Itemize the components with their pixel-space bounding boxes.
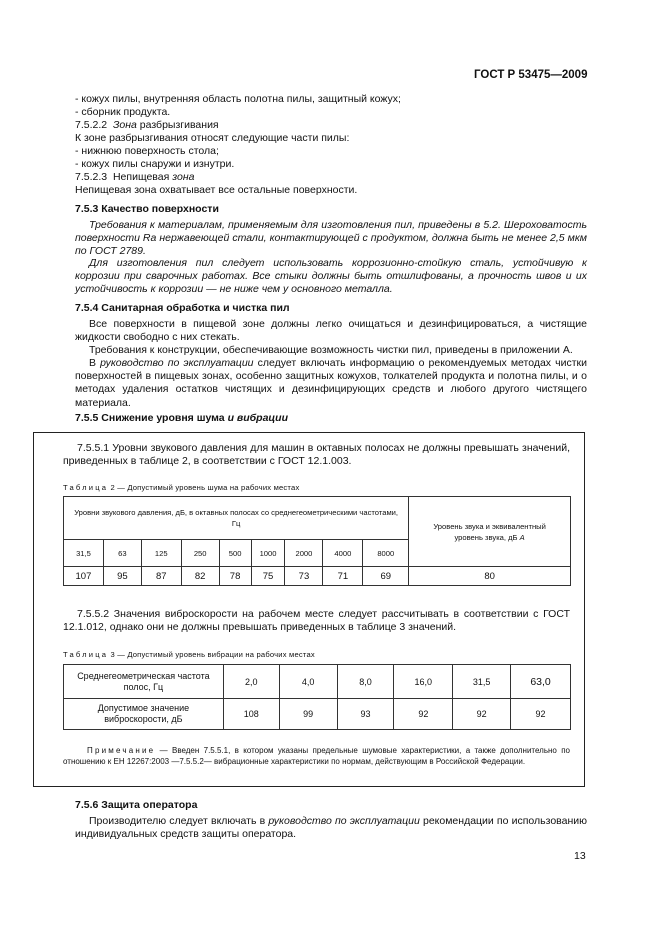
- paragraph: В руководство по эксплуатации следует включать информацию о рекомендуемых методах чистки поверхностей в пищевых зонах, особенно защитных кожухов, толкателей продукта и полотна пилы, и о методах удаления остатков чистящих и дезинфицирующих средств и любого другого чистящего материала.: [75, 357, 587, 409]
- paragraph: Непищевая зона охватывает все остальные поверхности.: [75, 184, 358, 196]
- table-cell: 92: [511, 699, 571, 730]
- table-cell: 125: [141, 540, 181, 567]
- table-row-label: Допустимое значение виброскорости, дБ: [64, 699, 224, 730]
- table-cell: 78: [219, 567, 251, 586]
- table-cell: 73: [285, 567, 323, 586]
- table-cell: 99: [279, 699, 337, 730]
- table-header: Уровень звука и эквивалентный уровень звука, дБ А: [409, 497, 571, 567]
- subsection-heading: 7.5.2.2 Зона разбрызгивания: [75, 119, 219, 131]
- document-code: ГОСТ Р 53475—2009: [474, 69, 588, 81]
- table-cell: 92: [394, 699, 453, 730]
- paragraph: 7.5.5.1 Уровни звукового давления для машин в октавных полосах не должны превышать значений, приведенных в таблице 2, в соответствии с ГОСТ 12.1.003.: [63, 442, 570, 468]
- paragraph: 7.5.5.2 Значения виброскорости на рабочем месте следует рассчитывать в соответствии с ГОСТ 12.1.012, однако они не должны превышать приведенных в таблице 3 значений.: [63, 608, 570, 634]
- table-cell: 75: [251, 567, 285, 586]
- noise-table: [63, 496, 571, 586]
- table-cell: 63,0: [511, 665, 571, 699]
- section-title: 7.5.4 Санитарная обработка и чистка пил: [75, 302, 290, 314]
- table-cell: 92: [453, 699, 511, 730]
- section-title: 7.5.5 Снижение уровня шума и вибрации: [75, 412, 289, 424]
- table-cell: 4,0: [279, 665, 337, 699]
- list-item: - кожух пилы снаружи и изнутри.: [75, 158, 235, 170]
- list-item: - нижнюю поверхность стола;: [75, 145, 219, 157]
- table-cell: 2,0: [223, 665, 279, 699]
- table-cell: 2000: [285, 540, 323, 567]
- note: Примечание — Введен 7.5.5.1, в котором указаны предельные шумовые характеристики, а также дополнительно по отношению к ЕН 12267:2003 —7.5.5.2— вибрационные характеристики по нормам, действующим в Российской Федерации.: [63, 746, 570, 767]
- paragraph: Требования к материалам, применяемым для изготовления пил, приведены в 5.2. Шероховатость поверхности Ra нержавеющей стали, контактирующей с продуктом, должна быть не менее 2,5 мкм по ГОСТ 2789.: [75, 219, 587, 258]
- page-number: 13: [574, 850, 586, 862]
- table-caption: Таблица 2 — Допустимый уровень шума на рабочих местах: [63, 483, 300, 492]
- list-item: - сборник продукта.: [75, 106, 171, 118]
- table-row: [64, 567, 571, 586]
- table-cell: 31,5: [453, 665, 511, 699]
- section-title: 7.5.6 Защита оператора: [75, 799, 198, 811]
- table-cell: 31,5: [64, 540, 104, 567]
- table-row: [64, 699, 571, 730]
- table-cell: 95: [103, 567, 141, 586]
- section-title: 7.5.3 Качество поверхности: [75, 203, 219, 215]
- table-cell: 82: [181, 567, 219, 586]
- table-cell: 87: [141, 567, 181, 586]
- list-item: - кожух пилы, внутренняя область полотна пилы, защитный кожух;: [75, 93, 401, 105]
- paragraph: Для изготовления пил следует использовать коррозионно-стойкую сталь, устойчивую к коррозии при сварочных работах. Все стыки должны быть отшлифованы, а прочность швов и их устойчивость к коррозии — не ниже чем у основного металла.: [75, 257, 587, 296]
- table-cell: 93: [337, 699, 394, 730]
- table-header: Уровни звукового давления, дБ, в октавных полосах со среднегеометрическими частотами, Гц: [64, 497, 409, 540]
- table-cell: 8,0: [337, 665, 394, 699]
- table-cell: 63: [103, 540, 141, 567]
- table-cell: 8000: [363, 540, 409, 567]
- table-cell: 71: [323, 567, 363, 586]
- table-cell: 108: [223, 699, 279, 730]
- table-cell: 250: [181, 540, 219, 567]
- table-cell: 107: [64, 567, 104, 586]
- table-row: [64, 665, 571, 699]
- table-row-label: Среднегеометрическая частота полос, Гц: [64, 665, 224, 699]
- table-cell: 4000: [323, 540, 363, 567]
- paragraph: Требования к конструкции, обеспечивающие возможность чистки пил, приведены в приложении А.: [89, 344, 573, 356]
- paragraph: Все поверхности в пищевой зоне должны легко очищаться и дезинфицироваться, а чистящие жидкости свободно с них стекать.: [75, 318, 587, 344]
- paragraph: К зоне разбрызгивания относят следующие части пилы:: [75, 132, 350, 144]
- table-cell: 80: [409, 567, 571, 586]
- table-cell: 1000: [251, 540, 285, 567]
- table-caption: Таблица 3 — Допустимый уровень вибрации на рабочих местах: [63, 650, 315, 659]
- subsection-heading: 7.5.2.3 Непищевая зона: [75, 171, 195, 183]
- table-cell: 69: [363, 567, 409, 586]
- table-cell: 16,0: [394, 665, 453, 699]
- table-cell: 500: [219, 540, 251, 567]
- vibration-table: [63, 664, 571, 730]
- paragraph: Производителю следует включать в руководство по эксплуатации рекомендации по использованию индивидуальных средств защиты оператора.: [75, 815, 587, 841]
